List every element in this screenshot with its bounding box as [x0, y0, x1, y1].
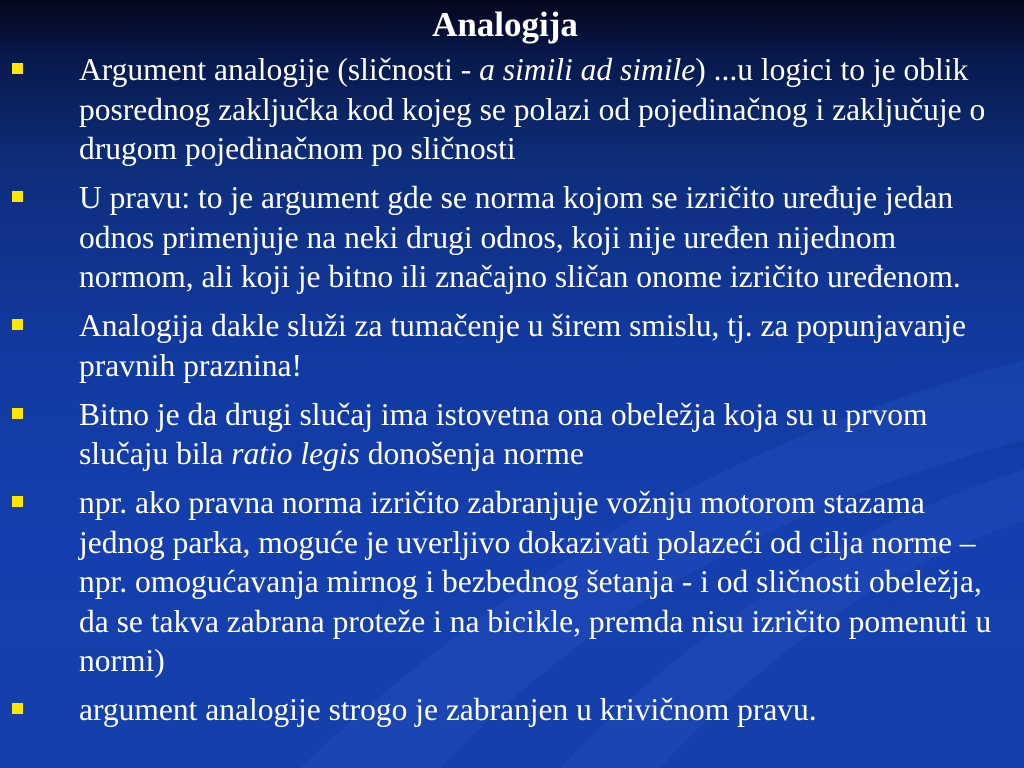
text-segment: U pravu: to je argument gde se norma kojom se izričito uređuje jedan odnos primenjuje na neki drugi odnos, koji nije uređen nijednom normom, ali koji je bitno ili značajno sličan onome izričito uređenom. — [79, 180, 961, 294]
slide-title: Analogija — [432, 5, 578, 44]
square-bullet-icon — [12, 703, 23, 714]
bullet-list — [0, 50, 1024, 739]
bullet-text — [79, 52, 985, 166]
bullet-text — [79, 485, 991, 678]
bullet-item — [0, 306, 1024, 385]
bullet-item — [0, 50, 1024, 169]
bullet-item — [0, 483, 1024, 681]
bullet-item — [0, 178, 1024, 297]
bullet-text — [79, 180, 961, 294]
square-bullet-icon — [12, 63, 23, 74]
text-segment: Argument analogije (sličnosti - — [79, 52, 480, 87]
bullet-item — [0, 690, 1024, 730]
bullet-text — [79, 397, 928, 472]
text-segment: ) ...u logici to je oblik posrednog zaključka kod kojeg se polazi od pojedinačnog i zaključuje o drugom pojedinačnom po sličnosti — [79, 52, 986, 166]
text-segment: argument analogije strogo je zabranjen u krivičnom pravu. — [79, 692, 817, 727]
text-segment: Analogija dakle služi za tumačenje u širem smislu, tj. za popunjavanje pravnih praznina! — [79, 308, 966, 383]
square-bullet-icon — [12, 408, 23, 419]
text-segment: donošenja norme — [359, 436, 584, 471]
square-bullet-icon — [12, 191, 23, 202]
bullet-text — [79, 692, 817, 727]
text-segment: npr. ako pravna norma izričito zabranjuje vožnju motorom stazama jednog parka, moguće je uverljivo dokazivati polazeći od cilja norme – npr. omogućavanja mirnog i bezbednog šetanja - i od sličnosti obeležja, da se takva zabrana proteže i na bicikle, premda nisu izričito pomenuti u normi) — [79, 485, 992, 678]
text-segment-italic: a simili ad simile — [479, 52, 696, 87]
square-bullet-icon — [12, 496, 23, 507]
bullet-item — [0, 395, 1024, 474]
bullet-text — [79, 308, 966, 383]
square-bullet-icon — [12, 319, 23, 330]
text-segment-italic: ratio legis — [231, 436, 360, 471]
text-segment: Bitno je da drugi slučaj ima istovetna ona obeležja koja su u prvom slučaju bila — [79, 396, 928, 471]
